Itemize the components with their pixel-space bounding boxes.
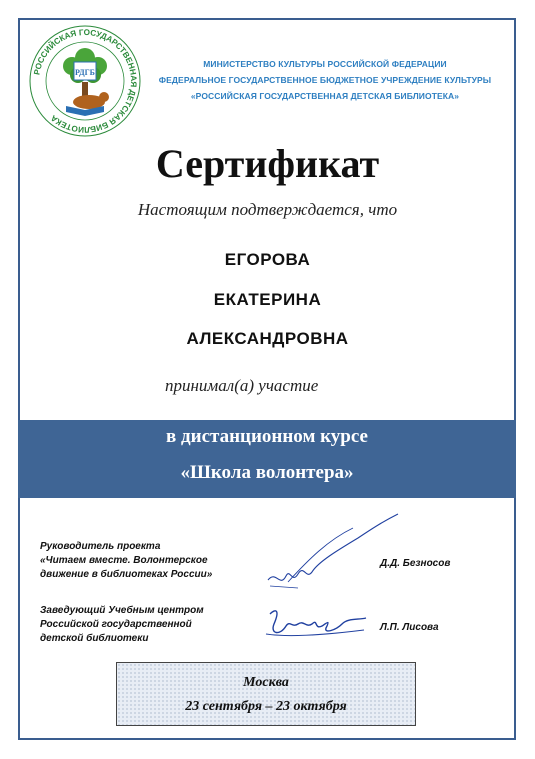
participation-text: принимал(а) участие bbox=[165, 376, 319, 395]
course-line-1: в дистанционном курсе bbox=[166, 426, 368, 447]
signatory-1-name: Д.Д. Безносов bbox=[380, 558, 451, 569]
signatory-2-position-line-1: Заведующий Учебным центром bbox=[40, 605, 204, 616]
course-name: «Школа волонтера» bbox=[180, 462, 354, 483]
signature-2 bbox=[262, 604, 372, 644]
recipient-patronymic: АЛЕКСАНДРОВНА bbox=[186, 329, 349, 348]
course-dates: 23 сентября – 23 октября bbox=[185, 699, 347, 714]
recipient-first-name: ЕКАТЕРИНА bbox=[213, 290, 322, 309]
signature-1 bbox=[258, 510, 408, 600]
signatory-1-position-line-1: Руководитель проекта bbox=[40, 541, 161, 552]
recipient-surname: ЕГОРОВА bbox=[224, 250, 311, 269]
header-ministry: МИНИСТЕРСТВО КУЛЬТУРЫ РОССИЙСКОЙ ФЕДЕРАЦИИ bbox=[203, 59, 447, 69]
city: Москва bbox=[243, 675, 289, 690]
certificate-title: Сертификат bbox=[155, 141, 380, 186]
header-institution-type: ФЕДЕРАЛЬНОЕ ГОСУДАРСТВЕННОЕ БЮДЖЕТНОЕ УЧРЕЖДЕНИЕ КУЛЬТУРЫ bbox=[158, 75, 492, 85]
signatory-1-position-line-2: «Читаем вместе. Волонтерское bbox=[40, 555, 208, 566]
institution-header bbox=[140, 56, 510, 104]
header-library-name: «РОССИЙСКАЯ ГОСУДАРСТВЕННАЯ ДЕТСКАЯ БИБЛИОТЕКА» bbox=[190, 91, 460, 101]
svg-text:РОССИЙСКАЯ ГОСУДАРСТВЕННАЯ ДЕТ bbox=[32, 28, 138, 134]
logo-ring-text: РОССИЙСКАЯ ГОСУДАРСТВЕННАЯ ДЕТСКАЯ БИБЛИОТЕКА bbox=[32, 27, 139, 135]
library-logo bbox=[26, 22, 144, 140]
course-band bbox=[18, 420, 516, 498]
signatory-2-position-line-2: Российской государственной bbox=[40, 619, 192, 630]
signatory-1-position bbox=[40, 540, 212, 582]
place-date-box bbox=[116, 662, 416, 726]
signatory-2-name: Л.П. Лисова bbox=[380, 622, 439, 633]
signatory-2-position-line-3: детской библиотеки bbox=[40, 633, 149, 644]
logo-monogram: РДГБ bbox=[75, 68, 95, 77]
signatory-2-position bbox=[40, 604, 204, 646]
signatory-1-position-line-3: движение в библиотеках России» bbox=[40, 569, 213, 580]
confirm-text: Настоящим подтверждается, что bbox=[137, 200, 398, 219]
